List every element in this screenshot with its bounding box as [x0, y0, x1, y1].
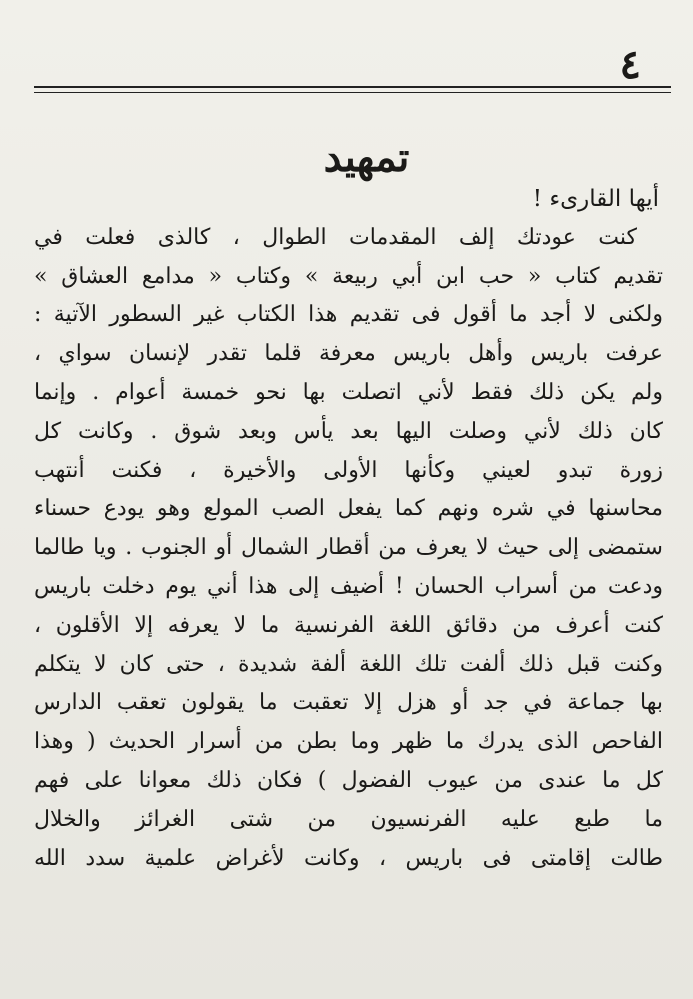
body-text	[34, 180, 663, 878]
header-rule-thin	[34, 92, 671, 93]
text-line: وكنت قبل ذلك ألفت تلك اللغة ألفة شديدة ، حتى كان لا يتكلم	[34, 651, 663, 677]
chapter-title-text: تمهيد	[323, 134, 410, 181]
text-line: كنت أعرف من دقائق اللغة الفرنسية ما لا يعرفه إلا الأقلون ،	[34, 612, 663, 638]
text-line: أيها القارىء !	[532, 186, 659, 212]
text-line: بها جماعة في جد أو هزل إلا تعقبت ما يقولون تعقب الدارس	[34, 690, 663, 716]
text-line: محاسنها في شره ونهم كما يفعل الصب المولع وهو يودع حسناء	[34, 496, 663, 522]
header-rule-thick	[34, 86, 671, 88]
page-header	[34, 40, 671, 90]
page-number: ٤	[619, 41, 641, 88]
chapter-title	[0, 133, 693, 183]
text-line: الفاحص الذى يدرك ما ظهر وما بطن من أسرار الحديث ( وهذا	[34, 729, 663, 755]
text-line: ما طبع عليه الفرنسيون من شتى الغرائز والخلال	[34, 806, 663, 832]
text-line: ستمضى إلى حيث لا يعرف من أقطار الشمال أو الجنوب . ويا طالما	[34, 535, 663, 561]
text-line: زورة تبدو لعيني وكأنها الأولى والأخيرة ، فكنت أنتهب	[34, 457, 663, 483]
text-line: كان ذلك لأني وصلت اليها بعد يأس وبعد شوق . وكانت كل	[34, 418, 663, 444]
text-line: تقديم كتاب « حب ابن أبي ربيعة » وكتاب « مدامع العشاق »	[34, 263, 663, 289]
text-line: ودعت من أسراب الحسان ! أضيف إلى هذا أني يوم دخلت باريس	[34, 573, 663, 599]
text-line: طالت إقامتى فى باريس ، وكانت لأغراض علمية سدد الله	[34, 845, 663, 871]
text-line: كنت عودتك إلف المقدمات الطوال ، كالذى فعلت في	[34, 224, 637, 250]
text-line: ولكنى لا أجد ما أقول فى تقديم هذا الكتاب غير السطور الآتية :	[34, 302, 663, 328]
text-line: ولم يكن ذلك فقط لأني اتصلت بها نحو خمسة أعوام . وإنما	[34, 379, 663, 405]
text-line: كل ما عندى من عيوب الفضول ) فكان ذلك معوانا على فهم	[34, 767, 663, 793]
text-line: عرفت باريس وأهل باريس معرفة قلما تقدر لإنسان سواي ،	[34, 341, 663, 367]
